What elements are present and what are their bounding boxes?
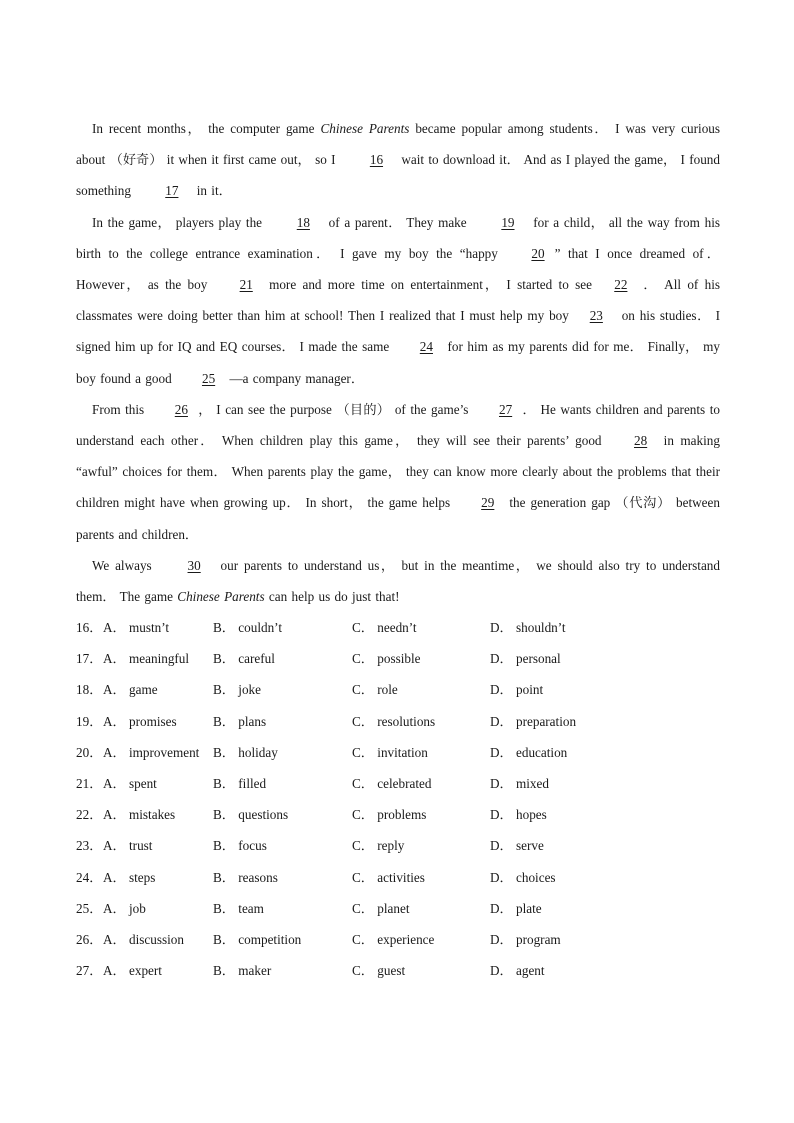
text: In recent months， the computer game (92, 121, 321, 136)
blank-19[interactable]: 19 (501, 214, 515, 230)
text: our parents to understand us， but in the meantime， we should also try to understand them． The game (76, 557, 720, 605)
blank-21[interactable]: 21 (239, 277, 253, 293)
blank-26[interactable]: 26 (174, 401, 188, 417)
option-c[interactable]: C． planet (352, 900, 410, 916)
option-b[interactable]: B． team (213, 900, 264, 916)
option-d[interactable]: D． agent (490, 963, 545, 979)
question-number: 24． (76, 869, 103, 885)
option-d[interactable]: D． mixed (490, 775, 549, 791)
text: ， I can see the purpose （目的） of the game’s (197, 401, 473, 417)
option-d[interactable]: D． education (490, 744, 568, 760)
question-row (76, 643, 736, 674)
blank-25[interactable]: 25 (201, 370, 216, 386)
option-c[interactable]: C． resolutions (352, 713, 436, 729)
question-number: 19． (76, 713, 103, 729)
option-a[interactable]: A． trust (103, 838, 153, 854)
option-d[interactable]: D． preparation (490, 713, 577, 729)
option-c[interactable]: C． celebrated (352, 775, 432, 791)
option-a[interactable]: A． job (103, 900, 146, 916)
question-row (76, 612, 736, 643)
text: the generation gap （代沟） between parents and children． (76, 495, 720, 542)
option-d[interactable]: D． choices (490, 869, 556, 885)
question-number: 18． (76, 682, 103, 698)
question-number: 22． (76, 807, 103, 823)
text: of a parent． They make (323, 214, 472, 230)
text: for a child， all the way from his birth to the college entrance examination． I gave my boy the “happy (76, 214, 720, 261)
option-c[interactable]: C． problems (352, 807, 427, 823)
option-c[interactable]: C． activities (352, 869, 425, 885)
blank-17[interactable]: 17 (165, 183, 179, 199)
blank-27[interactable]: 27 (498, 401, 513, 417)
option-c[interactable]: C． experience (352, 931, 435, 947)
option-d[interactable]: D． shouldn’t (490, 620, 566, 635)
question-row (76, 674, 736, 705)
blank-30[interactable]: 30 (187, 557, 201, 573)
paragraph-4 (76, 550, 720, 612)
blank-16[interactable]: 16 (369, 152, 384, 168)
option-a[interactable]: A． mistakes (103, 807, 176, 823)
option-a[interactable]: A． improvement (103, 744, 200, 760)
option-c[interactable]: C． guest (352, 963, 406, 979)
question-number: 27． (76, 963, 103, 979)
question-row (76, 893, 736, 924)
game-title: Chinese Parents (320, 121, 410, 136)
question-row (76, 924, 736, 955)
option-b[interactable]: B． focus (213, 838, 267, 854)
option-a[interactable]: A． game (103, 682, 158, 698)
option-b[interactable]: B． plans (213, 713, 267, 729)
question-row (76, 706, 736, 737)
text: We always (92, 557, 158, 573)
text: for him as my parents did for me． Finally， my boy found a good (76, 339, 720, 386)
option-b[interactable]: B． holiday (213, 744, 278, 760)
question-row (76, 862, 736, 893)
question-number: 21． (76, 775, 103, 791)
option-d[interactable]: D． personal (490, 651, 561, 667)
text: became popular among students． I was very curious about （好奇） it when it first came out， so I (76, 121, 721, 168)
text: on his studies． I signed him up for IQ and EQ courses． I made the same (76, 308, 721, 355)
option-a[interactable]: A． promises (103, 713, 177, 729)
text: more and more time on entertainment， I started to see (262, 277, 599, 293)
option-a[interactable]: A． meaningful (103, 651, 190, 667)
option-b[interactable]: B． questions (213, 807, 289, 823)
option-c[interactable]: C． role (352, 682, 398, 698)
question-row (76, 737, 736, 768)
text: in making “awful” choices for them． When parents play the game， they can know more clearly about the problems that their children might have when growing up． In short， the game helps (76, 433, 720, 511)
blank-20[interactable]: 20 (531, 245, 545, 261)
blank-22[interactable]: 22 (614, 277, 628, 293)
paragraph-1 (76, 113, 720, 207)
option-a[interactable]: A． discussion (103, 931, 184, 947)
question-number: 26． (76, 931, 103, 947)
question-number: 20． (76, 744, 103, 760)
option-c[interactable]: C． invitation (352, 744, 428, 760)
text: in it． (192, 183, 232, 199)
text: —a company manager． (225, 370, 365, 386)
question-number: 23． (76, 838, 103, 854)
option-b[interactable]: B． joke (213, 682, 261, 698)
option-c[interactable]: C． needn’t (352, 620, 417, 635)
option-d[interactable]: D． hopes (490, 807, 547, 823)
option-d[interactable]: D． serve (490, 838, 544, 854)
question-row (76, 768, 736, 799)
option-b[interactable]: B． competition (213, 931, 302, 947)
option-c[interactable]: C． possible (352, 651, 421, 667)
text: From this (92, 401, 149, 417)
question-row (76, 830, 736, 861)
blank-29[interactable]: 29 (481, 495, 495, 511)
blank-24[interactable]: 24 (419, 339, 433, 355)
answer-options (76, 612, 736, 986)
option-b[interactable]: B． couldn’t (213, 620, 282, 635)
cloze-passage (76, 113, 720, 612)
option-d[interactable]: D． program (490, 931, 561, 947)
blank-23[interactable]: 23 (589, 308, 603, 324)
option-d[interactable]: D． point (490, 682, 544, 698)
text: ． All of his classmates were doing better than him at school! Then I realized that I must help my boy (76, 277, 720, 324)
question-number: 17． (76, 651, 103, 667)
text: ． He wants children and parents to understand each other． When children play this game， they will see their parents’ good (76, 401, 721, 449)
option-d[interactable]: D． plate (490, 900, 542, 916)
paragraph-2 (76, 207, 720, 394)
question-number: 16． (76, 620, 103, 635)
option-a[interactable]: A． expert (103, 963, 162, 979)
blank-18[interactable]: 18 (296, 214, 310, 230)
option-a[interactable]: A． steps (103, 869, 156, 885)
blank-28[interactable]: 28 (634, 433, 648, 449)
question-row (76, 955, 736, 986)
option-c[interactable]: C． reply (352, 838, 405, 854)
option-b[interactable]: B． filled (213, 775, 267, 791)
option-a[interactable]: A． mustn’t (103, 620, 170, 635)
option-b[interactable]: B． maker (213, 963, 272, 979)
question-row (76, 799, 736, 830)
text: can help us do just that! (264, 589, 400, 605)
option-b[interactable]: B． careful (213, 651, 275, 667)
text: wait to download it． And as I played the game， I found something (76, 152, 720, 199)
option-a[interactable]: A． spent (103, 775, 157, 791)
paragraph-3 (76, 394, 720, 550)
option-b[interactable]: B． reasons (213, 869, 278, 885)
text: In the game， players play the (92, 214, 267, 230)
game-title: Chinese Parents (177, 589, 265, 605)
text: ” that I once dreamed of． However， as the boy (76, 245, 720, 293)
question-number: 25． (76, 900, 103, 916)
